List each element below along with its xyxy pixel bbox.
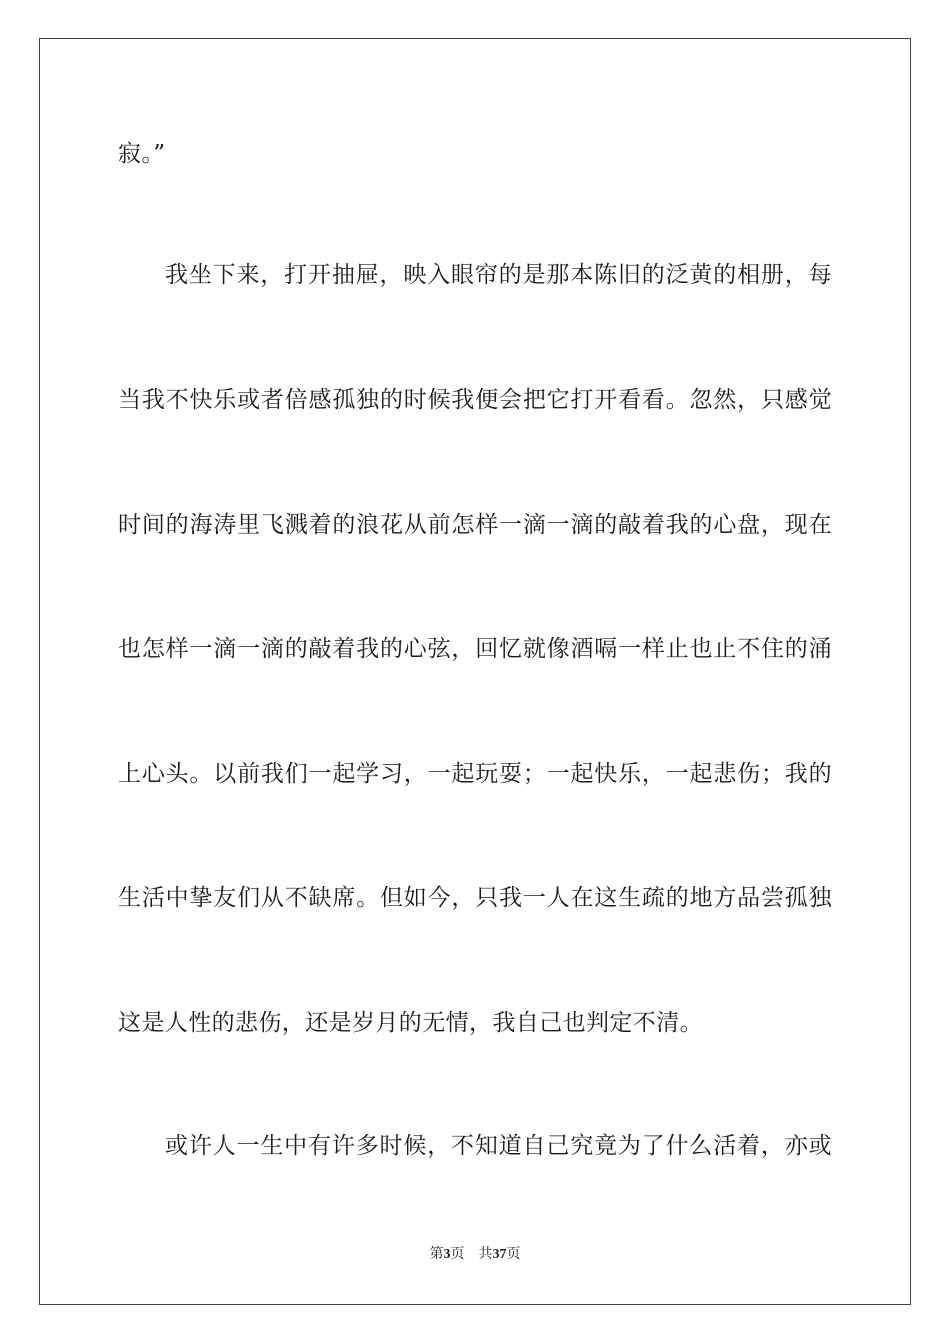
page-number: 3 (443, 1247, 451, 1262)
text-line: 当我不快乐或者倍感孤独的时候我便会把它打开看看。忽然，只感觉 (118, 387, 832, 413)
text-line: 时间的海涛里飞溅着的浪花从前怎样一滴一滴的敲着我的心盘，现在 (118, 512, 832, 538)
text-line: 寂。” (118, 141, 166, 167)
total-label-suffix: 页 (506, 1247, 521, 1262)
text-line: 这是人性的悲伤，还是岁月的无情，我自己也判定不清。 (118, 1010, 703, 1036)
page-label-suffix: 页 (450, 1247, 465, 1262)
text-line: 生活中挚友们从不缺席。但如今，只我一人在这生疏的地方品尝孤独 (118, 885, 832, 911)
page-label-prefix: 第 (429, 1247, 444, 1262)
paragraph-first-line: 或许人一生中有许多时候，不知道自己究竟为了什么活着，亦或 (165, 1133, 832, 1159)
page-border (39, 38, 911, 1305)
total-pages: 37 (492, 1247, 507, 1262)
text-line: 上心头。以前我们一起学习，一起玩耍；一起快乐，一起悲伤；我的 (118, 761, 832, 787)
text-line: 也怎样一滴一滴的敲着我的心弦，回忆就像酒嗝一样止也止不住的涌 (118, 636, 832, 662)
page-footer (0, 1246, 950, 1264)
total-label-prefix: 共 (478, 1247, 493, 1262)
paragraph-first-line: 我坐下来，打开抽屉，映入眼帘的是那本陈旧的泛黄的相册，每 (165, 262, 832, 288)
